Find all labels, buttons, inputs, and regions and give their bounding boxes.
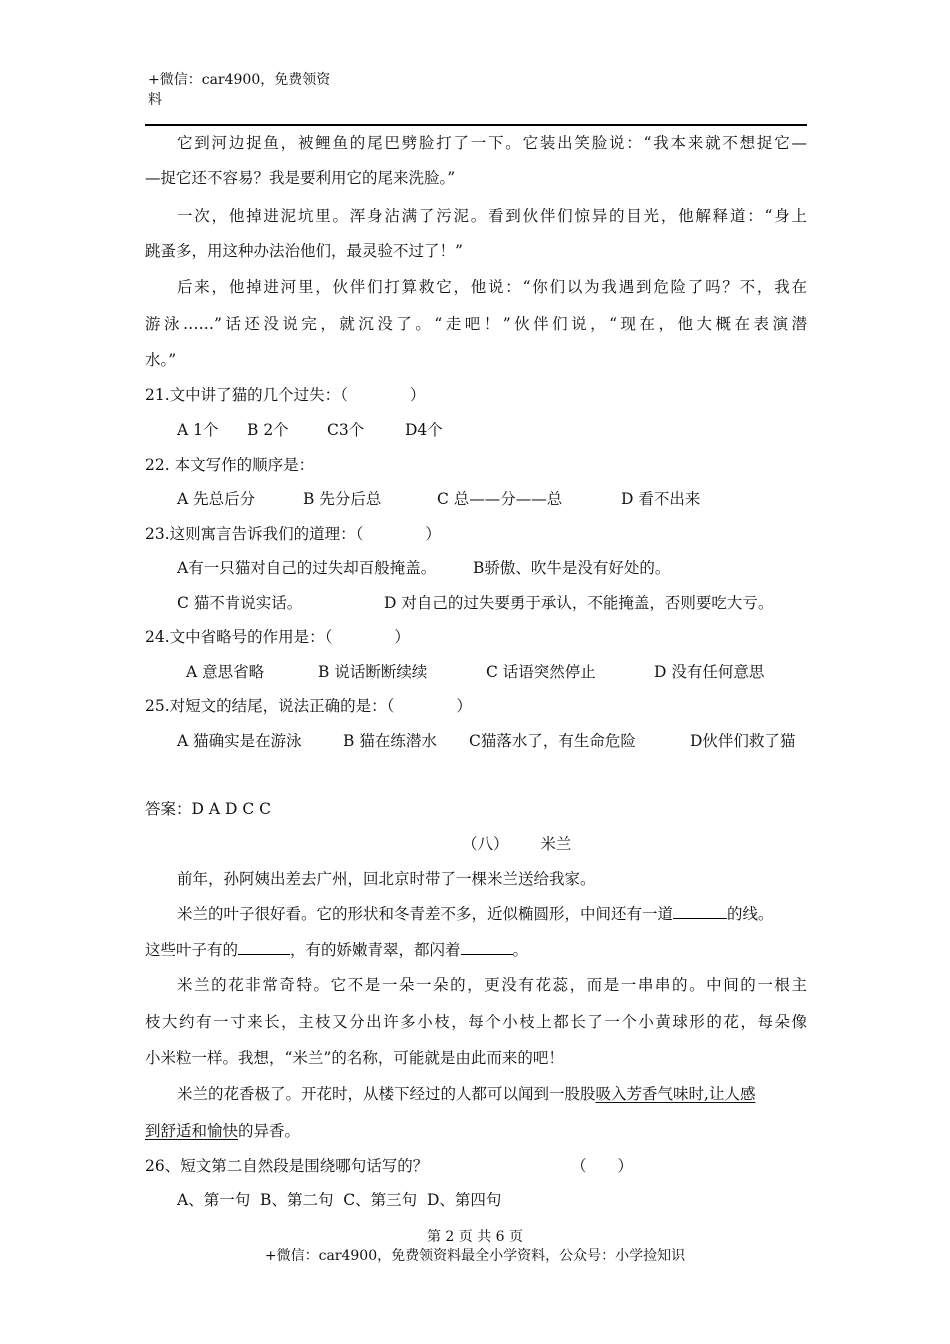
question-22: 22. 本文写作的顺序是： [145,456,315,474]
question-26-options: A、第一句 B、第二句 C、第三句 D、第四句 [177,1191,502,1209]
story-p2-line2: 跳蚤多，用这种办法治他们，最灵验不过了！” [145,242,463,260]
question-26-paren: （ ） [571,1157,634,1175]
p2-text-c: 这些叶子有的 [145,941,239,959]
question-21-options [177,419,807,441]
answer-key: 答案：D A D C C [145,800,271,818]
q24-option-c: C 话语突然停止 [486,663,596,681]
q25-option-d: D伙伴们救了猫 [690,732,796,750]
question-25: 25.对短文的结尾，说法正确的是：（ ） [145,697,472,715]
fill-blank-3[interactable] [461,938,513,955]
header-line-1: +微信：car4900，免费领资 [148,72,331,88]
story-p3-line1: 后来，他掉进河里，伙伴们打算救它，他说：“你们以为我遇到危险了吗？不，我在 [177,278,807,296]
q21-option-c: C3个 [327,421,365,439]
q25-option-c: C猫落水了，有生命危险 [469,732,636,750]
p2-text-d: ，有的娇嫩青翠，都闪着 [290,941,461,959]
q22-option-c: C 总——分——总 [437,490,563,508]
question-26-text: 26、短文第二自然段是围绕哪句话写的？ [145,1157,429,1175]
story-p1-line1: 它到河边捉鱼，被鲤鱼的尾巴劈脸打了一下。它装出笑脸说：“我本来就不想捉它— [177,134,807,152]
p2-text-e: 。 [512,941,529,959]
section-8-number: （八） [462,835,509,853]
story-p1-line2: —捉它还不容易？我是要利用它的尾来洗脸。” [145,169,456,187]
fill-blank-2[interactable] [238,938,290,955]
q24-option-b: B 说话断断续续 [318,663,428,681]
p4-underlined-text-a: 吸入芳香气味时,让人感 [595,1085,756,1103]
header-rule [145,124,807,126]
question-24: 24.文中省略号的作用是：（ ） [145,628,410,646]
q21-option-d: D4个 [405,421,443,439]
p2-text-a: 米兰的叶子很好看。它的形状和冬青差不多，近似椭圆形，中间还有一道 [177,905,674,923]
question-24-options [177,661,807,683]
story-p2-line1: 一次，他掉进泥坑里。浑身沾满了污泥。看到伙伴们惊异的目光，他解释道：“身上 [177,207,807,225]
q21-option-b: B 2个 [247,421,289,439]
q24-option-a: A 意思省略 [186,663,265,681]
header-watermark [148,70,348,110]
section-8-p1: 前年，孙阿姨出差去广州，回北京时带了一棵米兰送给我家。 [177,870,596,888]
section-8-p4-line2 [145,1120,807,1142]
question-23-options-row1 [177,557,807,579]
q22-option-b: B 先分后总 [303,490,382,508]
q23-option-b: B骄傲、吹牛是没有好处的。 [473,559,671,577]
section-8-p2-line2 [145,938,807,960]
q23-option-c: C 猫不肯说实话。 [177,594,303,612]
question-23: 23.这则寓言告诉我们的道理：（ ） [145,525,441,543]
story-p3-line2: 游泳……”话还没说完，就沉没了。“走吧！”伙伴们说，“现在，他大概在表演潜 [145,315,807,333]
q24-option-d: D 没有任何意思 [654,663,765,681]
p4-text-a: 米兰的花香极了。开花时，从楼下经过的人都可以闻到一股股 [177,1085,596,1103]
q23-option-d: D 对自己的过失要勇于承认，不能掩盖，否则要吃大亏。 [384,594,774,612]
section-8-title [462,833,602,855]
footer-promo: +微信：car4900，免费领资料最全小学资料，公众号：小学捡知识 [264,1248,686,1264]
section-8-p2-line1 [177,902,807,924]
fill-blank-1[interactable] [673,902,727,919]
question-22-options [177,488,807,510]
story-p3-line3: 水。” [145,351,177,369]
section-8-p3-line1: 米兰的花非常奇特。它不是一朵一朵的，更没有花蕊，而是一串串的。中间的一根主 [177,976,807,994]
q23-option-a: A有一只猫对自己的过失却百般掩盖。 [177,559,437,577]
question-25-options [177,730,807,752]
section-8-p3-line3: 小米粒一样。我想，“米兰”的名称，可能就是由此而来的吧！ [145,1049,564,1067]
section-8-p3-line2: 枝大约有一寸来长，主枝又分出许多小枝，每个小枝上都长了一个小黄球形的花，每朵像 [145,1013,807,1031]
question-23-options-row2 [177,592,807,614]
q21-option-a: A 1个 [177,421,219,439]
page-number: 第 2 页 共 6 页 [426,1229,524,1245]
q22-option-d: D 看不出来 [621,490,701,508]
q22-option-a: A 先总后分 [177,490,256,508]
q25-option-b: B 猫在练潜水 [343,732,437,750]
p4-text-b: 的异香。 [238,1122,301,1140]
question-26 [145,1155,807,1177]
p4-underlined-text-b: 到舒适和愉快 [145,1122,239,1140]
section-8-title-text: 米兰 [540,835,572,853]
question-21: 21.文中讲了猫的几个过失：（ ） [145,386,426,404]
section-8-p4-line1 [177,1083,807,1105]
header-line-2: 料 [148,92,162,108]
q25-option-a: A 猫确实是在游泳 [177,732,302,750]
p2-text-b: 的线。 [727,905,774,923]
